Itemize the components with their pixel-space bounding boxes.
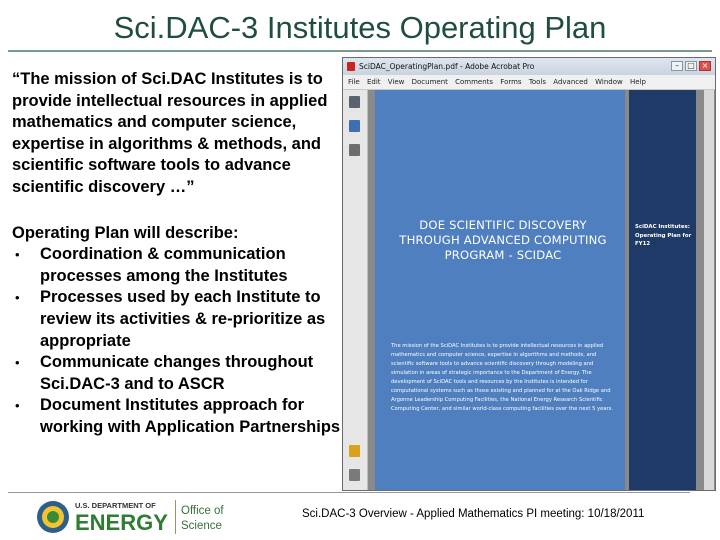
acrobat-window[interactable] (342, 57, 716, 491)
list-item (12, 244, 342, 287)
bullet-marker: • (15, 398, 20, 414)
list-item (12, 287, 342, 352)
vertical-scrollbar[interactable] (704, 90, 714, 490)
pdf-file-icon (347, 62, 355, 71)
bullet-list (12, 244, 342, 438)
menu-help[interactable]: Help (629, 78, 646, 86)
logo-science: Science (181, 520, 222, 532)
acrobat-titlebar[interactable] (343, 58, 715, 75)
mission-quote: “The mission of Sci.DAC Institutes is to provide intellectual resources in applied mathematics and computer science, expertise in algorithms & methods, and scientific software tools to advance scientific discovery …” (12, 70, 328, 196)
slide-title: Sci.DAC-3 Institutes Operating Plan (113, 10, 607, 45)
menu-view[interactable]: View (387, 78, 405, 86)
pdf-mission-text: The mission of the SciDAC Institutes is to provide intellectual resources in applied mathematics and computer science, expertise in algorithms and methods, and scientific software tools to advance scientific discovery through modeling and simulation in areas of strategic importance to the Department of Energy. The development of SciDAC tools and resources by the Institutes is intended for computational systems such as those existing and planned for at the Oak Ridge and Argonne Leadership Computing Facilities, the National Energy Research Scientific Computing Center, and similar world-class computing facilities over the next 5 years. (391, 343, 613, 412)
menu-forms[interactable]: Forms (500, 78, 522, 86)
logo-department-line: U.S. DEPARTMENT OF (75, 501, 156, 510)
doe-seal-icon (37, 501, 69, 533)
menu-comments[interactable]: Comments (455, 78, 494, 86)
left-text-block (12, 69, 342, 439)
footer-text: Sci.DAC-3 Overview - Applied Mathematics PI meeting: 10/18/2011 (302, 508, 645, 520)
logo-office-of: Office of (181, 505, 224, 517)
maximize-button[interactable]: □ (685, 61, 697, 71)
minimize-button[interactable]: – (671, 61, 683, 71)
navigation-panel (343, 90, 368, 490)
menu-bar (343, 75, 715, 90)
pages-icon[interactable] (349, 96, 360, 108)
bullet-text: Processes used by each Institute to review its activities & re-prioritize as appropriate (40, 288, 326, 350)
pdf-side-panel (629, 90, 696, 490)
pdf-side-title: SciDAC Institutes: Operating Plan for FY12 (635, 224, 692, 247)
menu-window[interactable]: Window (595, 78, 623, 86)
operating-plan-heading: Operating Plan will describe: (12, 223, 239, 242)
menu-file[interactable]: File (348, 78, 360, 86)
pdf-heading: DOE SCIENTIFIC DISCOVERY THROUGH ADVANCED COMPUTING PROGRAM - SCIDAC (399, 218, 607, 262)
comments-icon[interactable] (349, 445, 360, 457)
logo-energy-word: ENERGY (75, 510, 168, 535)
list-item (12, 395, 342, 438)
title-divider (8, 50, 712, 52)
list-item (12, 352, 342, 395)
attachments-icon[interactable] (349, 469, 360, 481)
menu-tools[interactable]: Tools (528, 78, 547, 86)
window-title: SciDAC_OperatingPlan.pdf - Adobe Acrobat Pro (359, 62, 535, 71)
bullet-text: Document Institutes approach for working with Application Partnerships (40, 396, 341, 436)
doe-office-of-science-logo (35, 497, 265, 537)
bullet-marker: • (15, 355, 20, 371)
footer-divider (8, 492, 690, 493)
bullet-text: Coordination & communication processes among the Institutes (40, 245, 288, 285)
menu-advanced[interactable]: Advanced (553, 78, 588, 86)
bullet-marker: • (15, 290, 20, 306)
signatures-icon[interactable] (349, 144, 360, 156)
menu-document[interactable]: Document (411, 78, 448, 86)
close-button[interactable]: × (699, 61, 711, 71)
pdf-cover-page (375, 90, 625, 490)
bullet-text: Communicate changes throughout Sci.DAC-3 and to ASCR (40, 353, 314, 393)
bullet-marker: • (15, 247, 20, 263)
bookmarks-icon[interactable] (349, 120, 360, 132)
document-area[interactable] (368, 90, 714, 490)
menu-edit[interactable]: Edit (366, 78, 381, 86)
